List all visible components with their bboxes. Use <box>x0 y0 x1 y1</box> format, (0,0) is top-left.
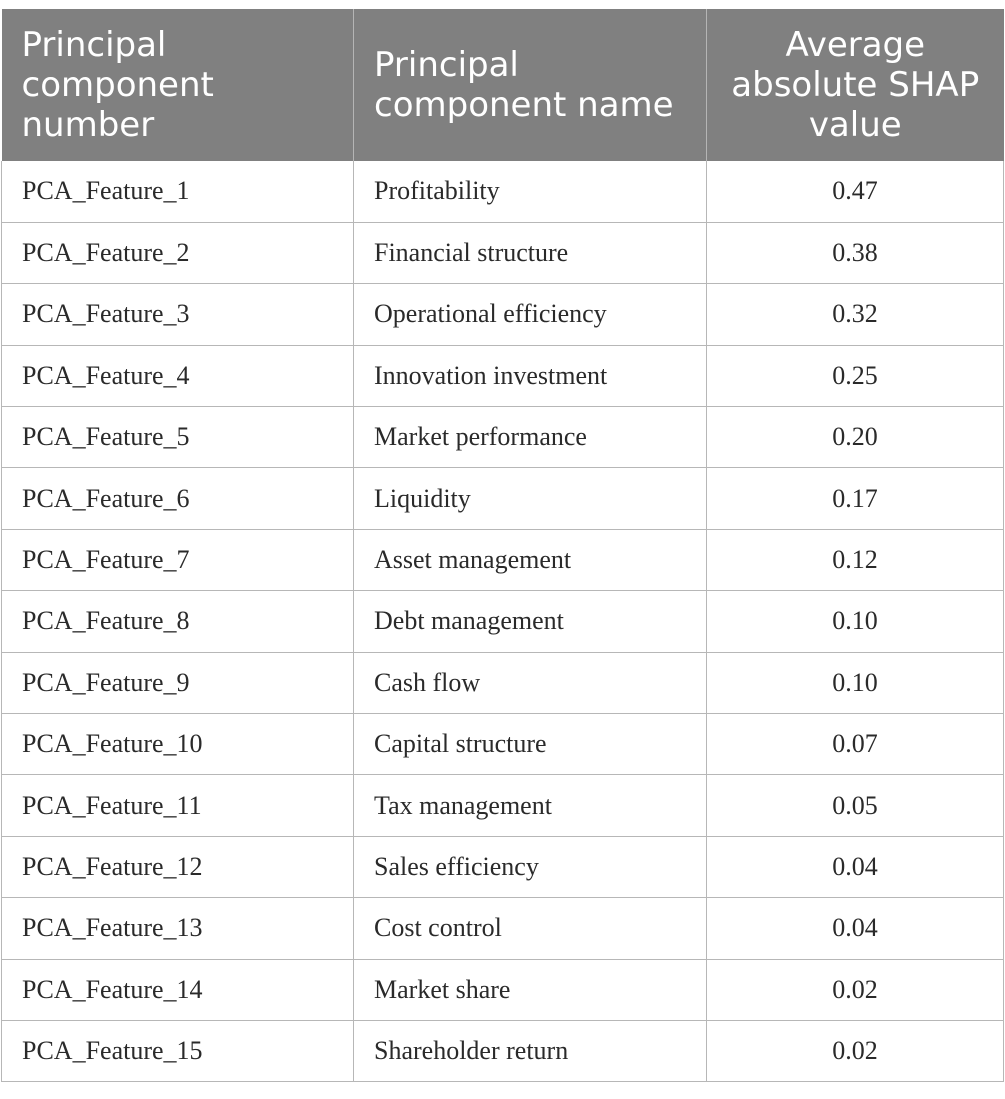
component-number-cell: PCA_Feature_2 <box>2 222 354 283</box>
header-component-number: Principal component number <box>2 9 354 161</box>
component-name-cell: Financial structure <box>354 222 707 283</box>
component-name-cell: Debt management <box>354 591 707 652</box>
table-row <box>2 959 1004 1020</box>
shap-value-cell: 0.10 <box>707 652 1004 713</box>
component-number-cell: PCA_Feature_5 <box>2 407 354 468</box>
shap-value-table <box>1 9 1004 1082</box>
component-name-cell: Asset management <box>354 529 707 590</box>
shap-value-cell: 0.38 <box>707 222 1004 283</box>
shap-value-cell: 0.12 <box>707 529 1004 590</box>
component-name-cell: Operational efficiency <box>354 284 707 345</box>
component-name-cell: Market performance <box>354 407 707 468</box>
table-row <box>2 284 1004 345</box>
table-row <box>2 652 1004 713</box>
component-name-cell: Shareholder return <box>354 1020 707 1081</box>
component-number-cell: PCA_Feature_14 <box>2 959 354 1020</box>
component-number-cell: PCA_Feature_15 <box>2 1020 354 1081</box>
component-name-cell: Market share <box>354 959 707 1020</box>
component-number-cell: PCA_Feature_4 <box>2 345 354 406</box>
component-number-cell: PCA_Feature_11 <box>2 775 354 836</box>
shap-value-cell: 0.17 <box>707 468 1004 529</box>
table-row <box>2 591 1004 652</box>
table-header <box>2 9 1004 161</box>
table-row <box>2 898 1004 959</box>
component-number-cell: PCA_Feature_7 <box>2 529 354 590</box>
header-average-shap: Average absolute SHAP value <box>731 25 980 145</box>
component-number-cell: PCA_Feature_8 <box>2 591 354 652</box>
shap-value-cell: 0.20 <box>707 407 1004 468</box>
shap-value-cell: 0.04 <box>707 898 1004 959</box>
shap-value-cell: 0.02 <box>707 1020 1004 1081</box>
shap-table-container <box>1 9 1003 1082</box>
shap-value-cell: 0.25 <box>707 345 1004 406</box>
header-row <box>2 9 1004 161</box>
table-row <box>2 407 1004 468</box>
component-name-cell: Cost control <box>354 898 707 959</box>
component-name-cell: Liquidity <box>354 468 707 529</box>
shap-value-cell: 0.07 <box>707 714 1004 775</box>
component-name-cell: Profitability <box>354 161 707 222</box>
table-row <box>2 529 1004 590</box>
table-row <box>2 222 1004 283</box>
component-name-cell: Sales efficiency <box>354 836 707 897</box>
table-row <box>2 161 1004 222</box>
table-row <box>2 1020 1004 1081</box>
shap-value-cell: 0.02 <box>707 959 1004 1020</box>
component-number-cell: PCA_Feature_9 <box>2 652 354 713</box>
shap-value-cell: 0.10 <box>707 591 1004 652</box>
component-number-cell: PCA_Feature_12 <box>2 836 354 897</box>
component-name-cell: Cash flow <box>354 652 707 713</box>
table-row <box>2 468 1004 529</box>
shap-value-cell: 0.32 <box>707 284 1004 345</box>
component-number-cell: PCA_Feature_3 <box>2 284 354 345</box>
component-name-cell: Capital structure <box>354 714 707 775</box>
shap-value-cell: 0.04 <box>707 836 1004 897</box>
table-row <box>2 836 1004 897</box>
component-number-cell: PCA_Feature_13 <box>2 898 354 959</box>
header-component-name: Principal component name <box>354 9 707 161</box>
component-number-cell: PCA_Feature_6 <box>2 468 354 529</box>
shap-value-cell: 0.05 <box>707 775 1004 836</box>
component-name-cell: Innovation investment <box>354 345 707 406</box>
table-row <box>2 775 1004 836</box>
table-row <box>2 714 1004 775</box>
component-number-cell: PCA_Feature_1 <box>2 161 354 222</box>
table-row <box>2 345 1004 406</box>
table-body <box>2 161 1004 1082</box>
shap-value-cell: 0.47 <box>707 161 1004 222</box>
component-name-cell: Tax management <box>354 775 707 836</box>
component-number-cell: PCA_Feature_10 <box>2 714 354 775</box>
